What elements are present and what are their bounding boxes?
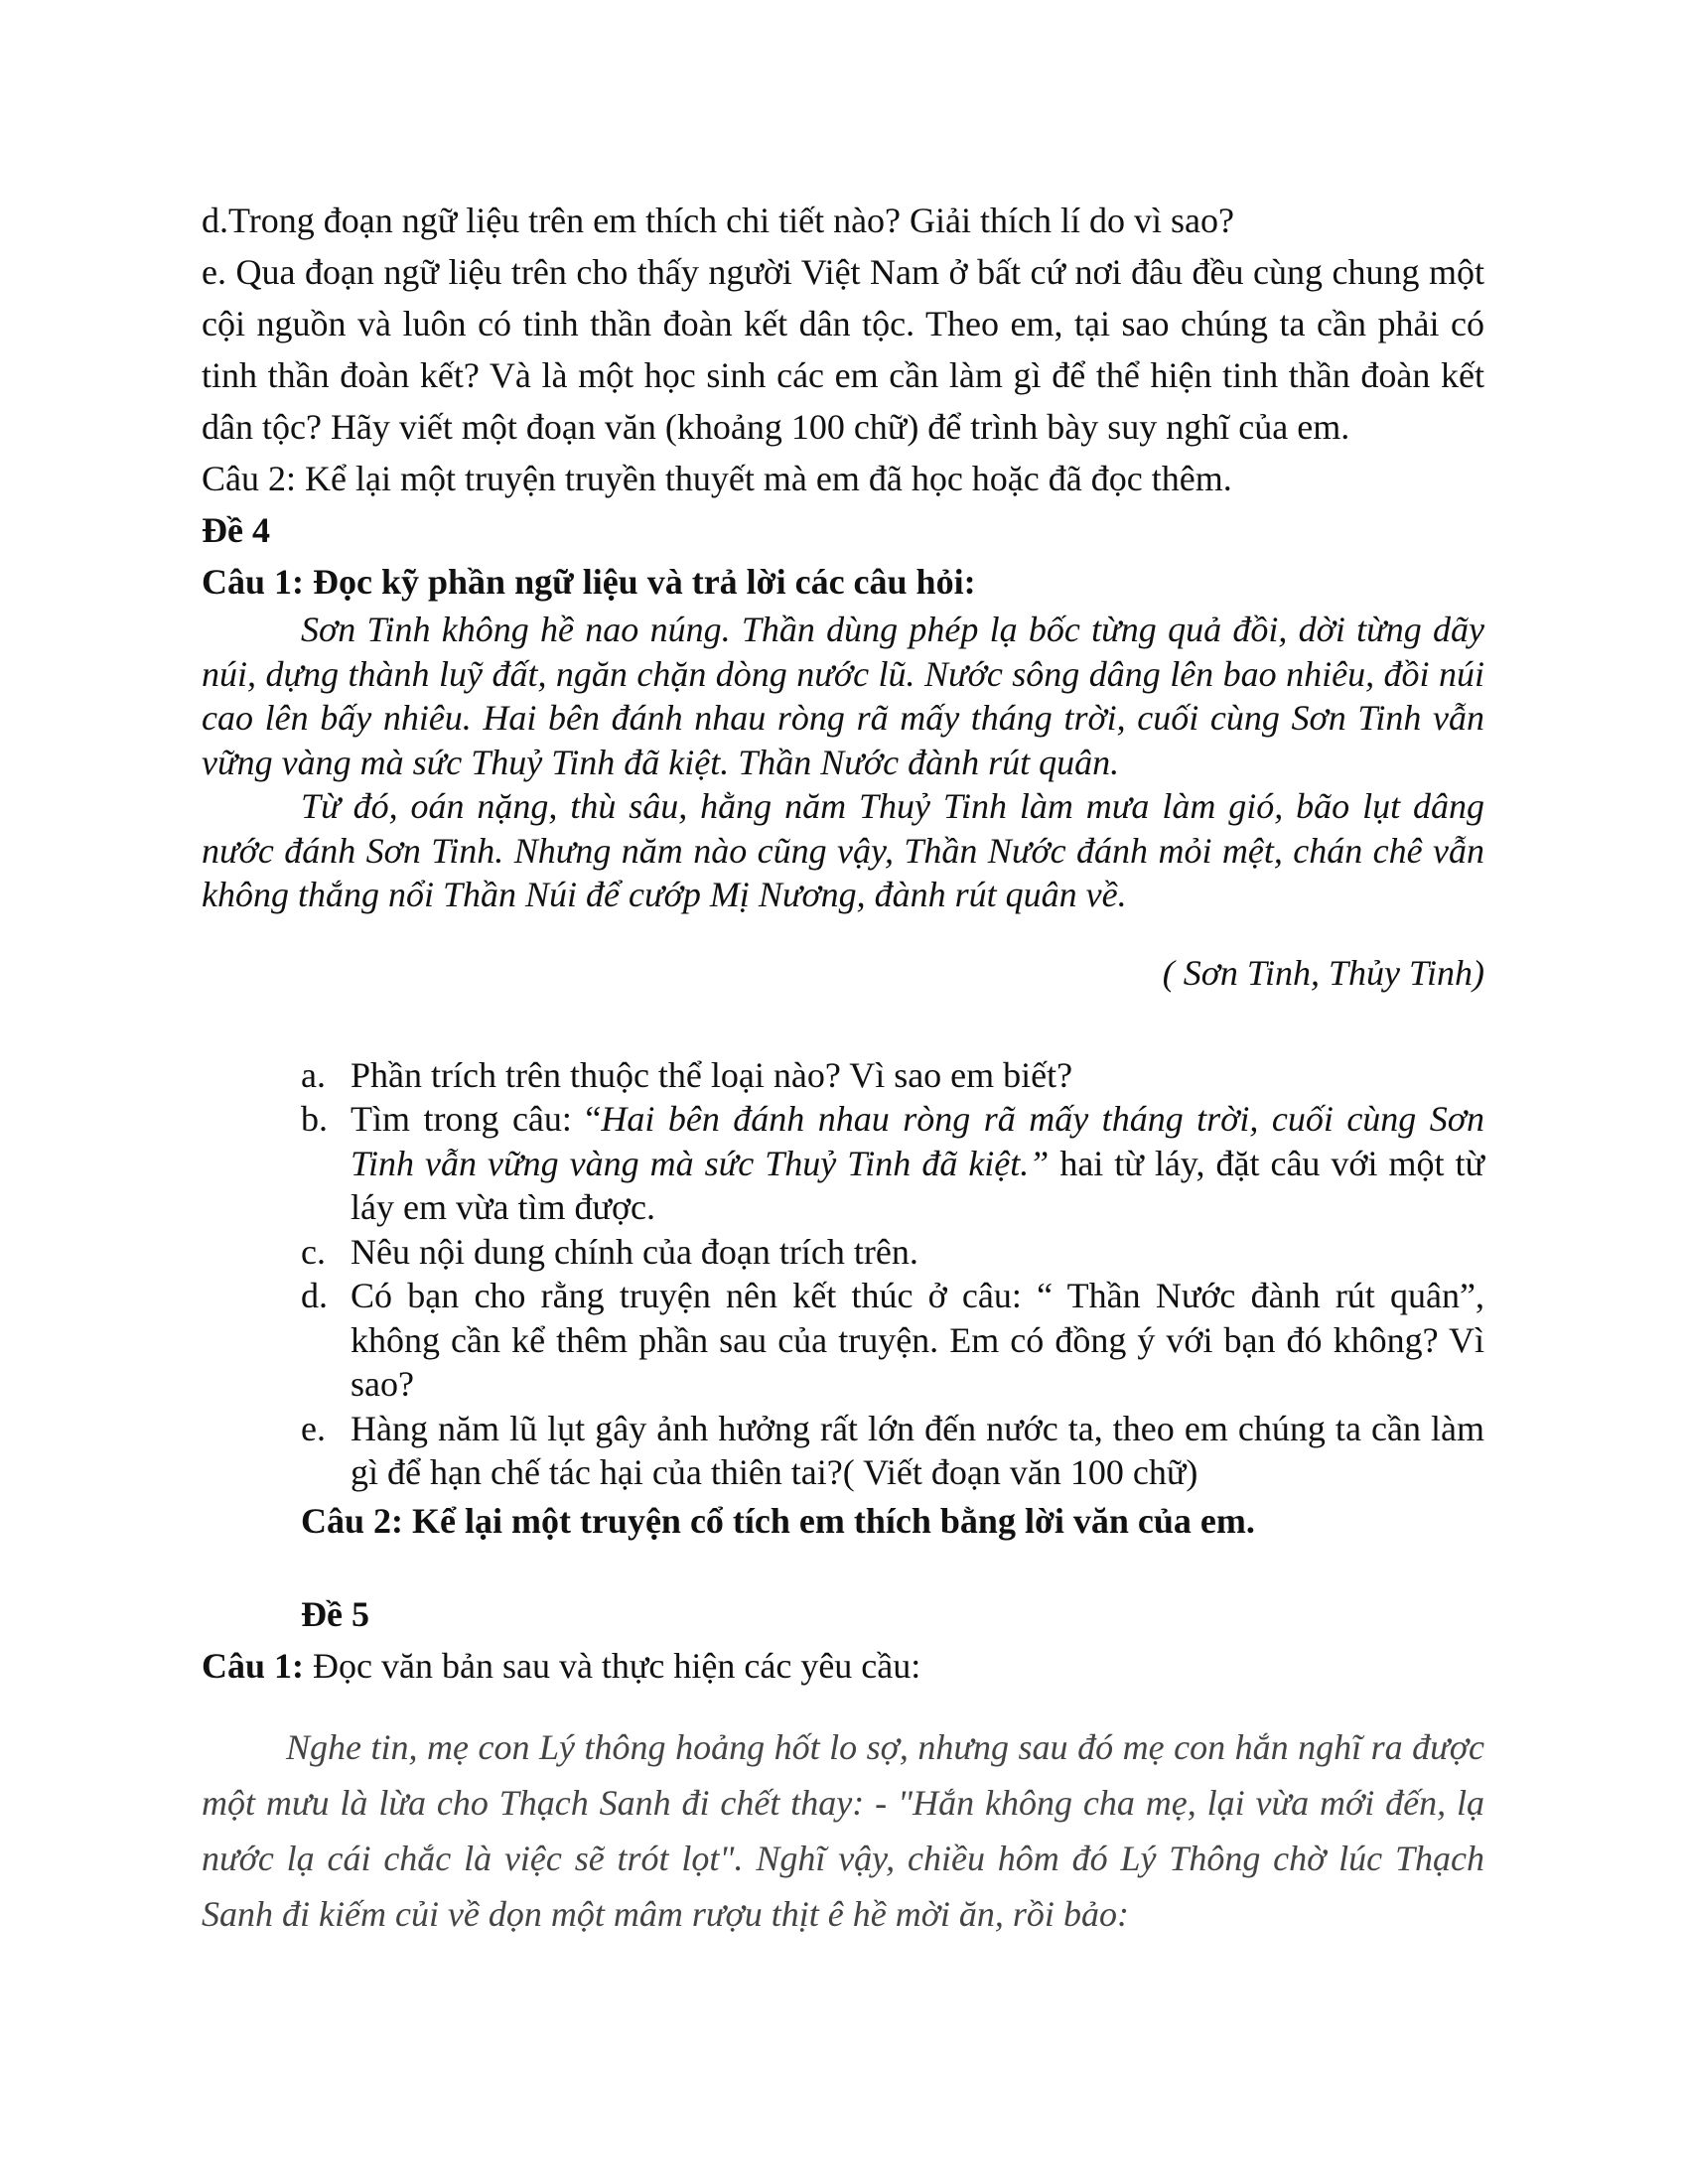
- question-text: Có bạn cho rằng truyện nên kết thúc ở câu: “ Thần Nước đành rút quân”, không cần kể thêm phần sau của truyện. Em có đồng ý với bạn đó không? Vì sao?: [351, 1276, 1484, 1404]
- question-quote: Hai bên đánh nhau ròng rã mấy tháng trời, cuối cùng Sơn Tinh vẫn vững vàng mà sức Thuỷ Tinh đã kiệt.”: [351, 1099, 1485, 1183]
- question-d-text: d.Trong đoạn ngữ liệu trên em thích chi tiết nào? Giải thích lí do vì sao?: [202, 201, 1234, 240]
- question-text: Hàng năm lũ lụt gây ảnh hưởng rất lớn đến nước ta, theo em chúng ta cần làm gì để hạn chế tác hại của thiên tai?( Viết đoạn văn 100 chữ): [351, 1408, 1484, 1492]
- list-marker: e.: [301, 1408, 326, 1448]
- question-text: Nêu nội dung chính của đoạn trích trên.: [351, 1231, 918, 1272]
- de4-question-list: [202, 1053, 1484, 1495]
- de4-question-b: [301, 1097, 1484, 1230]
- de4-question-d: [301, 1274, 1484, 1407]
- de4-question-e: [301, 1407, 1484, 1495]
- de5-cau1-label: Câu 1:: [202, 1645, 305, 1686]
- document-page: [202, 195, 1484, 1942]
- de4-passage-paragraph-1: Sơn Tinh không hề nao núng. Thần dùng phép lạ bốc từng quả đồi, dời từng dãy núi, dựng thành luỹ đất, ngăn chặn dòng nước lũ. Nước sông dâng lên bao nhiêu, đồi núi cao lên bấy nhiêu. Hai bên đánh nhau ròng rã mấy tháng trời, cuối cùng Sơn Tinh vẫn vững vàng mà sức Thuỷ Tinh đã kiệt. Thần Nước đành rút quân.: [202, 610, 1484, 782]
- de4-question-a: [301, 1053, 1484, 1098]
- de4-cau2: Câu 2: Kể lại một truyện cổ tích em thích bằng lời văn của em.: [301, 1500, 1255, 1541]
- question-text-post: hai từ láy, đặt câu với một từ láy em vừa tìm được.: [351, 1143, 1484, 1227]
- de4-passage-paragraph-2: Từ đó, oán nặng, thù sâu, hằng năm Thuỷ Tinh làm mưa làm gió, bão lụt dâng nước đánh Sơn Tinh. Nhưng năm nào cũng vậy, Thần Nước đánh mỏi mệt, chán chê vẫn không thắng nổi Thần Núi để cướp Mị Nương, đành rút quân về.: [202, 786, 1484, 914]
- de4-heading: Đề 4: [202, 510, 270, 550]
- list-marker: b.: [301, 1099, 328, 1139]
- list-marker: a.: [301, 1054, 326, 1095]
- de4-cau1: Câu 1: Đọc kỹ phần ngữ liệu và trả lời các câu hỏi:: [202, 562, 976, 602]
- de5-heading: Đề 5: [301, 1593, 369, 1634]
- de5-passage: Nghe tin, mẹ con Lý thông hoảng hốt lo sợ, nhưng sau đó mẹ con hắn nghĩ ra được một mưu là lừa cho Thạch Sanh đi chết thay: - "Hắn không cha mẹ, lại vừa mới đến, lạ nước lạ cái chắc là việc sẽ trót lọt". Nghĩ vậy, chiều hôm đó Lý Thông chờ lúc Thạch Sanh đi kiếm củi về dọn một mâm rượu thịt ê hề mời ăn, rồi bảo:: [202, 1726, 1484, 1934]
- cau2-text: Câu 2: Kể lại một truyện truyền thuyết mà em đã học hoặc đã đọc thêm.: [202, 459, 1232, 498]
- list-marker: d.: [301, 1276, 328, 1315]
- de5-cau1-text: Đọc văn bản sau và thực hiện các yêu cầu:: [304, 1645, 921, 1686]
- list-marker: c.: [301, 1231, 326, 1272]
- question-text: Phần trích trên thuộc thể loại nào? Vì sao em biết?: [351, 1054, 1073, 1095]
- de5-cau1: [202, 1640, 1484, 1692]
- question-e-text: e. Qua đoạn ngữ liệu trên cho thấy người Việt Nam ở bất cứ nơi đâu đều cùng chung một cội nguồn và luôn có tinh thần đoàn kết dân tộc. Theo em, tại sao chúng ta cần phải có tinh thần đoàn kết? Và là một học sinh các em cần làm gì để thể hiện tinh thần đoàn kết dân tộc? Hãy viết một đoạn văn (khoảng 100 chữ) để trình bày suy nghĩ của em.: [202, 252, 1484, 447]
- de4-source: ( Sơn Tinh, Thủy Tinh): [1162, 952, 1484, 993]
- de4-question-c: [301, 1230, 1484, 1275]
- question-text-pre: Tìm trong câu: “: [351, 1099, 602, 1139]
